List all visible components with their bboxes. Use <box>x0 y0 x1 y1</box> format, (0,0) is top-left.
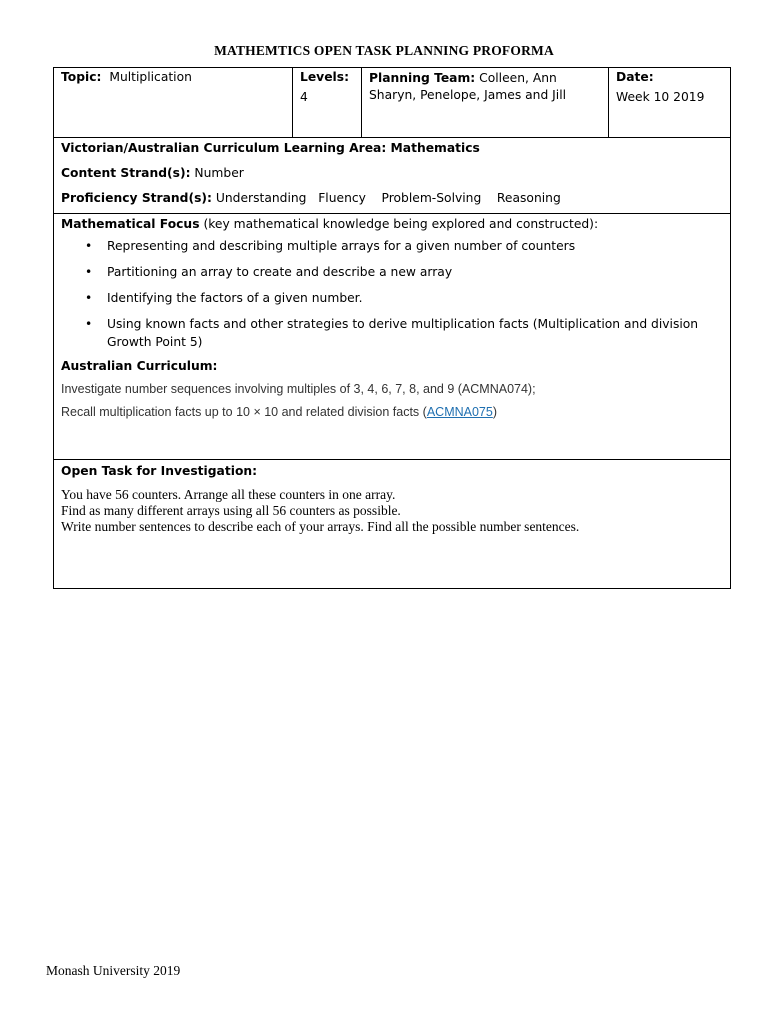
content-strand-label: Content Strand(s): <box>61 166 191 180</box>
curriculum-line-acmna074: Investigate number sequences involving multiples of 3, 4, 6, 7, 8, and 9 (ACMNA074); <box>61 382 536 396</box>
footer-text: Monash University 2019 <box>46 963 181 978</box>
planning-team-cell <box>362 68 609 137</box>
proficiency-strand <box>61 189 723 214</box>
bullet-icon: • <box>85 317 93 331</box>
planning-team-value-2: Sharyn, Penelope, James and Jill <box>369 88 567 102</box>
document-title: MATHEMTICS OPEN TASK PLANNING PROFORMA <box>214 43 554 58</box>
planning-team-value-1: Colleen, Ann <box>479 71 557 85</box>
curriculum-section <box>54 138 730 214</box>
planning-team-label: Planning Team: <box>369 71 476 85</box>
focus-description: (key mathematical knowledge being explored and constructed): <box>203 217 599 231</box>
task-line: Write number sentences to describe each of your arrays. Find all the possible number sentences. <box>61 519 580 534</box>
curriculum-line-text: Recall multiplication facts up to 10 × 10 and related division facts ( <box>61 405 427 419</box>
focus-item-text: Representing and describing multiple arrays for a given number of counters <box>107 239 576 253</box>
task-line: Find as many different arrays using all 56 counters as possible. <box>61 503 401 518</box>
focus-heading <box>61 215 723 233</box>
proficiency-strand-value: Understanding Fluency Problem-Solving Reasoning <box>215 191 561 205</box>
topic-label: Topic: <box>61 70 102 84</box>
open-task-heading: Open Task for Investigation: <box>61 464 258 478</box>
focus-label: Mathematical Focus <box>61 217 200 231</box>
list-item <box>85 237 723 255</box>
focus-item-text: Identifying the factors of a given number. <box>107 291 363 305</box>
list-item <box>85 289 723 307</box>
curriculum-line-acmna075 <box>61 404 723 421</box>
header-row <box>54 68 730 138</box>
focus-list <box>61 237 723 351</box>
date-value: Week 10 2019 <box>616 90 705 104</box>
focus-item-text: Using known facts and other strategies to derive multiplication facts (Multiplication and division Growth Point 5) <box>107 317 699 349</box>
bullet-icon: • <box>85 291 93 305</box>
proficiency-strand-label: Proficiency Strand(s): <box>61 191 212 205</box>
levels-value: 4 <box>300 90 308 104</box>
acmna075-link[interactable]: ACMNA075 <box>426 405 493 419</box>
bullet-icon: • <box>85 239 93 253</box>
list-item <box>85 263 723 281</box>
topic-value: Multiplication <box>109 70 192 84</box>
learning-area: Victorian/Australian Curriculum Learning Area: Mathematics <box>61 141 480 155</box>
content-strand <box>61 164 723 189</box>
date-cell <box>609 68 730 137</box>
australian-curriculum-heading: Australian Curriculum: <box>61 359 218 373</box>
curriculum-line-end: ) <box>492 405 497 419</box>
content-strand-value: Number <box>194 166 244 180</box>
levels-cell <box>293 68 362 137</box>
mathematical-focus-section <box>54 214 730 460</box>
levels-label: Levels: <box>300 70 349 84</box>
bullet-icon: • <box>85 265 93 279</box>
topic-cell <box>54 68 293 137</box>
focus-item-text: Partitioning an array to create and describe a new array <box>107 265 453 279</box>
date-label: Date: <box>616 70 654 84</box>
planning-table <box>53 67 731 589</box>
open-task-text <box>61 487 723 535</box>
list-item <box>85 315 723 351</box>
open-task-section <box>54 460 730 588</box>
task-line: You have 56 counters. Arrange all these counters in one array. <box>61 487 396 502</box>
